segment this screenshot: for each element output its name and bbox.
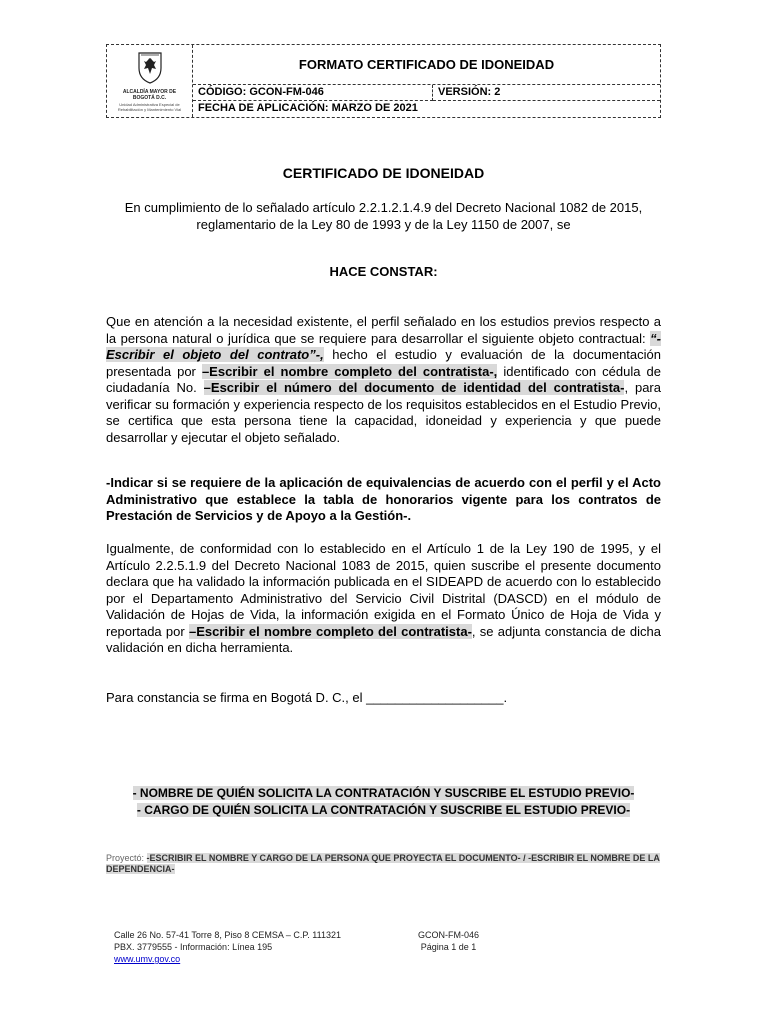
logo-text: ALCALDÍA MAYOR DE BOGOTÁ D.C.: [122, 89, 177, 101]
footer-address: Calle 26 No. 57-41 Torre 8, Piso 8 CEMSA – C.P. 111321: [114, 930, 341, 940]
contractor-name-placeholder-2: –Escribir el nombre completo del contratista-: [189, 623, 472, 639]
footer-contact: [114, 929, 341, 965]
intro-paragraph: En cumplimiento de lo señalado artículo 2.2.1.2.1.4.9 del Decreto Nacional 1082 de 2015, reglamentario de la Ley 80 de 1993 y de la Ley 1150 de 2007, se: [124, 200, 643, 232]
prepared-by-label: Proyectó:: [106, 853, 147, 863]
form-title: FORMATO CERTIFICADO DE IDONEIDAD: [193, 45, 660, 85]
hace-constar-heading: HACE CONSTAR:: [329, 264, 438, 279]
form-date: FECHA DE APLICACIÓN: MARZO DE 2021: [198, 102, 418, 114]
logo-cell: [107, 45, 193, 117]
logo-subtext: Unidad Administrativa Especial de Rehabilitación y Mantenimiento Vial: [117, 102, 182, 112]
signer-name-placeholder: - NOMBRE DE QUIÉN SOLICITA LA CONTRATACIÓN Y SUSCRIBE EL ESTUDIO PREVIO-: [132, 786, 635, 800]
document-title: CERTIFICADO DE IDONEIDAD: [282, 165, 485, 181]
p3-text-b: , se adjunta constancia de dicha validación en dicha herramienta.: [106, 623, 661, 655]
contract-object-placeholder: “-Escribir el objeto del contrato”-,: [106, 330, 661, 362]
signer-role-placeholder: - CARGO DE QUIÉN SOLICITA LA CONTRATACIÓN Y SUSCRIBE EL ESTUDIO PREVIO-: [136, 803, 631, 817]
footer-code: GCON-FM-046: [418, 930, 480, 940]
p1-text-b: hecho el estudio y evaluación de la documentación presentada por: [106, 347, 662, 379]
form-version: VERSIÓN: 2: [433, 85, 660, 101]
contractor-name-placeholder: –Escribir el nombre completo del contratista-,: [201, 363, 498, 379]
footer-page-number: Página 1 de 1: [420, 942, 477, 952]
paragraph-3: [106, 541, 661, 657]
signature-date-line: Para constancia se firma en Bogotá D. C., el ___________________.: [106, 690, 508, 705]
prepared-by-placeholder: -ESCRIBIR EL NOMBRE Y CARGO DE LA PERSONA QUE PROYECTA EL DOCUMENTO- / -ESCRIBIR EL NOMBRE DE LA DEPENDENCIA-: [106, 853, 660, 874]
bogota-coat-of-arms-icon: [135, 50, 165, 84]
prepared-by: [106, 853, 661, 875]
footer-website-link[interactable]: www.umv.gov.co: [114, 954, 181, 964]
p3-text-a: Igualmente, de conformidad con lo establecido en el Artículo 1 de la Ley 190 de 1995, y el Artículo 2.2.5.1.9 del Decreto Nacional 1083 de 2015, quien suscribe el presente documento declara que ha validado la información publicada en el SIDEAPD de acuerdo con lo establecido por el Departamento Administrativo del Servicio Civil Distrital (DASCD) en el módulo de Validación de Hojas de Vida, la información exigida en el Formato Único de Hoja de Vida y reportada por: [106, 541, 661, 639]
footer-phone: PBX. 3779555 - Información: Línea 195: [114, 942, 273, 952]
paragraph-1: [106, 314, 661, 446]
form-code: CÓDIGO: GCON-FM-046: [193, 85, 433, 101]
p1-text-a: Que en atención a la necesidad existente, el perfil señalado en los estudios previos respecto a la persona natural o jurídica que se requiere para desarrollar el siguiente objeto contractual:: [106, 314, 661, 346]
signature-block: [106, 785, 661, 819]
p1-text-d: , para verificar su formación y experiencia respecto de los requisitos establecidos en el Estudio Previo, se certifica que esta persona tiene la capacidad, idoneidad y experiencia y que puede desarrollar y ejecutar el objeto señalado.: [106, 380, 661, 445]
equivalences-note: -Indicar si se requiere de la aplicación de equivalencias de acuerdo con el perfil y el Acto Administrativo que establece la tabla de honorarios vigente para los contratos de Prestación de Servicios y de Apoyo a la Gestión-.: [106, 475, 661, 523]
footer-page-info: [418, 929, 479, 953]
p1-text-c: identificado con cédula de ciudadanía No.: [106, 363, 661, 395]
contractor-id-placeholder: –Escribir el número del documento de identidad del contratista-: [203, 380, 625, 395]
document-header: [106, 44, 661, 118]
